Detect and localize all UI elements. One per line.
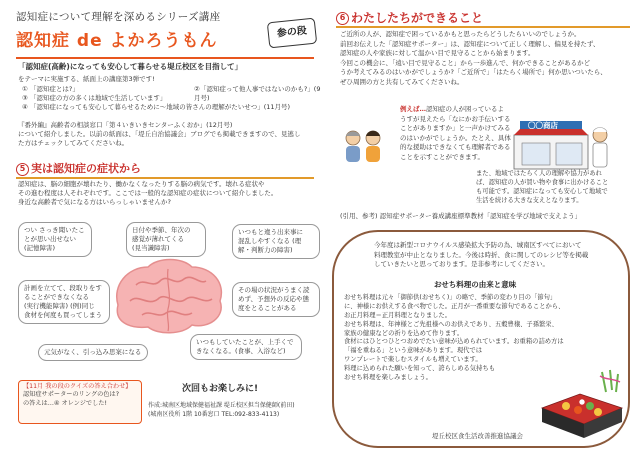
bubble-line: 計画を立てて、段取りをす <box>24 284 102 292</box>
osechi-line: おせち料理は、年神様とご先祖様へのお供えであり、五穀豊穣、子孫繁栄、 <box>344 320 558 328</box>
main-title: 認知症 de よかろうもん <box>16 31 218 51</box>
osechi-line: 食材にはひとつひとつおめでたい意味が込められています。お重箱の詰め方は <box>344 338 564 346</box>
reference-note: (引用、参考) 認知症サポーター養成講座標準教材「認知症を学び地域で支えよう」 <box>340 212 582 220</box>
credit-line: (城南区役所 1階 10番窓口 TEL:092-833-4113) <box>148 411 280 418</box>
example-line: ことがありますか」と一声かけてみる <box>400 124 511 133</box>
cooking-class-note <box>374 241 588 270</box>
credit-line: 作成:城南区地域保健福祉課 堤丘校区担当保健師(前田) <box>148 402 295 409</box>
section6-title: わたしたちができること <box>351 11 484 25</box>
section6-heading <box>336 10 483 26</box>
note-line: 今年度は新型コロナウイルス感染拡大予防の為、城南区すべてにおいて <box>374 241 582 249</box>
section5-heading <box>16 162 141 177</box>
example-text <box>400 105 511 163</box>
bubble-line: (記憶障害) <box>24 244 56 253</box>
theme-goal: 「認知症(高齢)になっても安心して暮らせる堤丘校区を目指して」 <box>18 62 243 71</box>
lesson-no: ② <box>194 85 200 93</box>
quiz-line: 認知症サポーターのリングの色は? <box>23 391 119 399</box>
lesson-text: 「認知症とは?」 <box>29 85 79 93</box>
example-line: 認知症の人が困っているよ <box>426 105 504 113</box>
bubble-line: 食材を何度も買ってしまう <box>24 311 102 320</box>
bubble-line: きなくなる。(食事、入浴など) <box>196 347 286 356</box>
bubble-line: その場の状況がうまく読 <box>238 286 310 294</box>
bubble-line: めず、予想外の反応や態 <box>238 295 309 304</box>
osechi-line: おせち料理を楽しみましょう。 <box>344 374 432 382</box>
bubble-line: とが思い出せない <box>24 235 76 244</box>
extra-line: 『番外編』高齢者の相談窓口「第４いきいきセンターふくおか」(12月号) <box>18 121 233 129</box>
bubble-line: いつもと違う出来事に <box>238 228 303 236</box>
body-line: 前回お伝えした「認知症サポーター」は、認知症について正しく理解し、偏見を持たず、 <box>340 39 600 48</box>
bubble-line: いつもしていたことが、上手くで <box>196 338 294 346</box>
section5-number: 5 <box>16 163 29 176</box>
quiz-line: の答えは…④ オレンジでした! <box>23 399 107 407</box>
section6-body <box>340 30 632 88</box>
body-line: 認知症は、脳の細胞が壊れたり、働かなくなったりする脳の病気です。壊れる症状や <box>18 180 265 188</box>
side-line: ば、認知症の人が買い物や食事に出かけること <box>476 179 609 186</box>
side-line: また、地域ではたらく人の理解や協力があれ <box>476 170 602 177</box>
body-line: その進む程度は人それぞれです。ここでは一般的な認知症の症状について紹介しました。 <box>18 189 278 197</box>
section6-underline <box>336 26 630 28</box>
note-line: していきたいと思っております。是非参考にしてください。 <box>374 260 549 269</box>
osechi-line: に、神様にお供えする食べ物でした。正月が一番重要な節句であることから、 <box>344 302 565 310</box>
bubble-line: 度をとることがある <box>238 304 297 313</box>
workplace-support-text <box>476 170 608 206</box>
lesson-no: ③ <box>22 94 28 102</box>
section5-title: 実は認知症の症状から <box>31 162 141 175</box>
body-line: ぜひ周囲の方と共有してみてくださいね。 <box>340 77 464 86</box>
lesson-row <box>22 94 322 103</box>
section5-body <box>18 180 316 207</box>
bubble-line: 日付や季節、年次の <box>132 226 191 234</box>
title-underline <box>16 57 314 59</box>
issue-badge: 参の段 <box>267 18 317 49</box>
symptom-bubble-apathy <box>38 344 148 361</box>
body-line: 身近な高齢者で気になる方はいらっしゃいませんか? <box>18 198 171 206</box>
osechi-line: 料理に込められた願いを知って、誇らしめる気持ちも <box>344 365 495 373</box>
lesson-no: ① <box>22 85 28 93</box>
note-line: 料理教室が中止となりました。今後は時折、食に関してのレシピ等を掲載 <box>374 250 589 259</box>
osechi-signature: 堤丘校区食生活改善推進協議会 <box>432 432 523 440</box>
quiz-answer-box <box>18 380 142 424</box>
extra-line: について紹介しました。以前の紙面は、「堤丘自治協議会」ブログでも掲載できますので、見逃し <box>18 130 301 138</box>
symptom-bubble-executive <box>18 280 110 324</box>
side-line: も可能です。認知症になっても安心して地域で <box>476 188 608 195</box>
brain-illustration <box>108 255 228 337</box>
lesson-text: 「認知症になっても安心して暮らせるために～地域の皆さんの理解がたいせつ」(11月号) <box>29 103 291 111</box>
author-credit <box>148 402 295 420</box>
lesson-list <box>22 85 322 112</box>
bubble-line: (見当識障害) <box>132 244 170 253</box>
example-line: うすが見えたら「なにかお手伝いする <box>400 114 511 123</box>
symptom-bubble-orientation <box>126 222 206 257</box>
shop-sign: 〇〇商店 <box>528 121 558 130</box>
lesson-text: 「認知症の方の多くは地域で生活しています」 <box>29 94 167 102</box>
side-line: 生活を続ける大きな支えとなります。 <box>476 197 583 204</box>
osechi-line: お正月料理＝正月料理となりました。 <box>344 311 452 319</box>
next-issue-note: 次回もお楽しみに! <box>182 384 259 394</box>
osechi-box-illustration <box>532 364 628 446</box>
bubble-line: 元気がなく、引っ込み思案になる <box>44 348 142 356</box>
bubble-line: 解・判断力の障害) <box>238 246 293 255</box>
example-label: 例えば… <box>400 105 426 113</box>
helping-people-illustration <box>340 128 386 164</box>
bubble-line: ることができなくなる <box>24 293 89 302</box>
extra-info <box>18 121 318 148</box>
section5-underline <box>16 177 314 179</box>
symptom-bubble-social <box>232 282 320 317</box>
example-line: 的な援助はできなくても理解者である <box>400 143 511 152</box>
symptom-bubble-memory <box>18 222 92 257</box>
body-line: ご近所の人が、認知症で困っているかもと思ったらどうしたらいいのでしょうか。 <box>340 30 581 38</box>
series-title: 認知症について理解を深めるシリーズ講座 <box>16 11 221 23</box>
section6-number: 6 <box>336 12 349 25</box>
extra-line: た方はチェックしてみてくださいね。 <box>18 139 129 147</box>
shop-illustration <box>510 115 612 171</box>
example-line: のはいかがでしょうか。たとえ、具体 <box>400 133 511 142</box>
symptom-bubble-judgement <box>232 224 320 259</box>
osechi-line: 家族の健康などの祈りを込めて作ります。 <box>344 329 464 337</box>
bubble-line: 混乱しやすくなる (理 <box>238 237 302 246</box>
bubble-line: つい さっき聞いたこ <box>24 226 85 234</box>
osechi-line: 「福を重ねる」という意味があります。現代では <box>344 347 483 355</box>
body-line: うか考えてみるのはいかがでしょうか?「ご近所で」「はたらく場所で」何か思いついたら、 <box>340 68 607 77</box>
osechi-line: ワンプレートで楽しむスタイルも増えています。 <box>344 356 482 364</box>
lesson-no: ④ <box>22 103 28 111</box>
bubble-line: 感覚が薄れてくる <box>132 235 184 244</box>
osechi-line: おせち料理は元々「御節供(おせちく)」の略で、季節の変わり目の「節句」 <box>344 294 557 301</box>
lesson-text: 「認知症って他人事ではないのかも?」(9月号) <box>194 85 321 102</box>
body-line: 今回この機会に、「遠い目で見守ること」から一歩進んで、何かできることがあるかど <box>340 58 591 67</box>
bubble-line: (実行機能障害) (例)同じ <box>24 302 95 311</box>
osechi-title: おせち料理の由来と意味 <box>434 280 517 289</box>
body-line: 認知症の人や家族に対して温かい目で見守ることから始まります。 <box>340 49 535 58</box>
symptom-bubble-daily-tasks <box>190 334 302 360</box>
example-line: ことを示すことができます。 <box>400 152 484 161</box>
lesson-row <box>22 103 322 112</box>
theme-intro: をテーマに実施する、紙面上の講座第3弾です! <box>18 75 155 83</box>
quiz-line: 【11月 我の段のクイズの答え合わせ】 <box>23 383 132 390</box>
